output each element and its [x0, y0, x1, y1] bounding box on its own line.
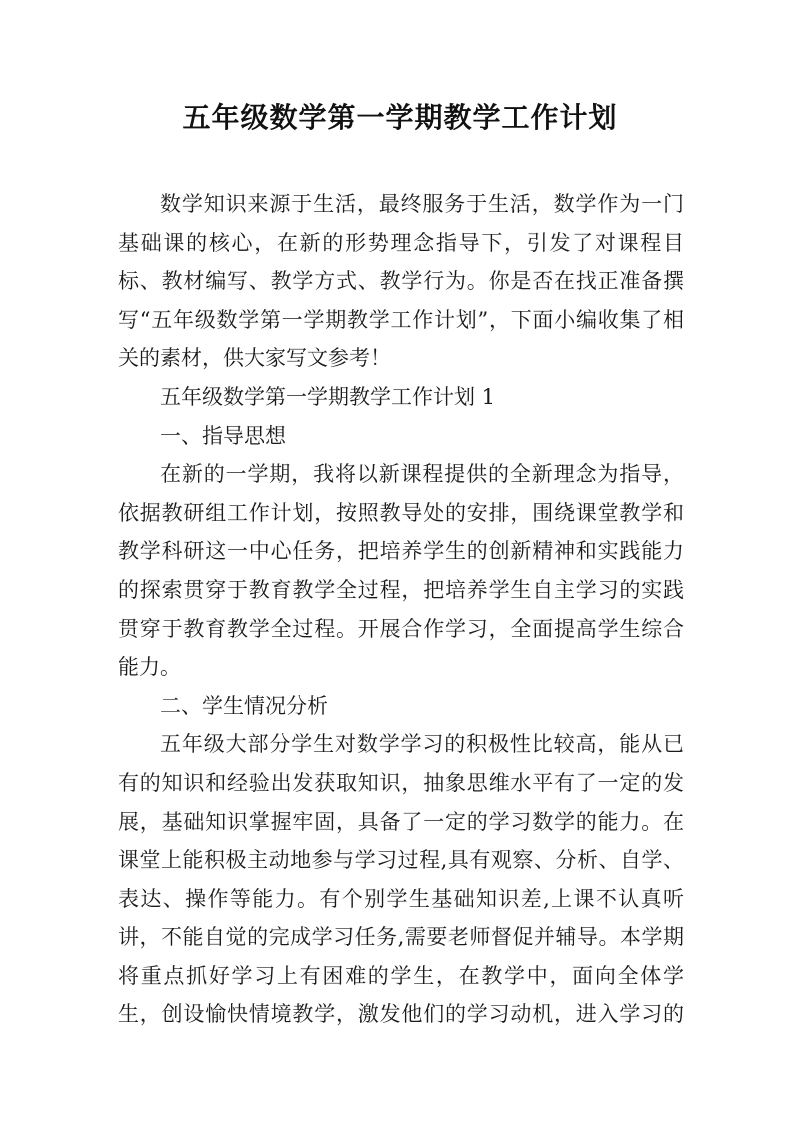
intro-paragraph: 数学知识来源于生活，最终服务于生活，数学作为一门基础课的核心，在新的形势理念指导下，引发了对课程目标、教材编写、教学方式、教学行为。你是否在找正准备撰写“五年级数学第一学期教学工作计划”，下面小编收集了相关的素材，供大家写文参考！: [118, 192, 684, 371]
guiding-ideology-paragraph: 在新的一学期，我将以新课程提供的全新理念为指导，依据教研组工作计划，按照教导处的安排，围绕课堂教学和教学科研这一中心任务，把培养学生的创新精神和实践能力的探索贯穿于教育教学全过程，把培养学生自主学习的实践贯穿于教育教学全过程。开展合作学习，全面提高学生综合能力。: [118, 462, 684, 680]
plan-subtitle: 五年级数学第一学期教学工作计划 1: [160, 384, 496, 409]
student-analysis-paragraph: 五年级大部分学生对数学学习的积极性比较高，能从已有的知识和经验出发获取知识，抽象思维水平有了一定的发展，基础知识掌握牢固，具备了一定的学习数学的能力。在课堂上能积极主动地参与学习过程,具有观察、分析、自学、表达、操作等能力。有个别学生基础知识差,上课不认真听讲，不能自觉的完成学习任务,需要老师督促并辅导。本学期将重点抓好学习上有困难的学生，在教学中，面向全体学生，创设愉快情境教学，激发他们的学习动机，进入学习的: [118, 732, 684, 1027]
section-heading-guiding-ideology: 一、指导思想: [160, 423, 286, 448]
document-body: [118, 185, 684, 1034]
section-heading-student-analysis: 二、学生情况分析: [160, 693, 328, 718]
page-title: 五年级数学第一学期教学工作计划: [182, 101, 618, 134]
